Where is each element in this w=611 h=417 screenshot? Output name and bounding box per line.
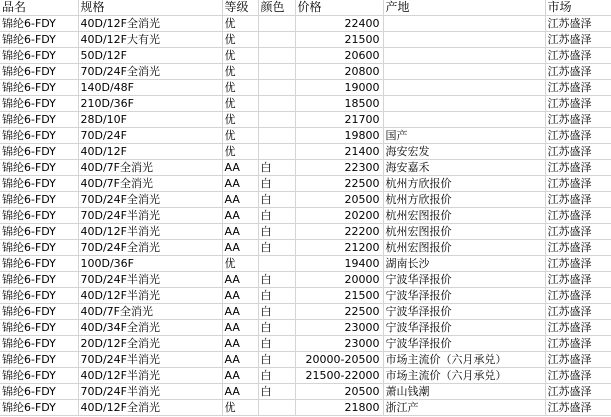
grade-cell[interactable]: AA: [222, 352, 258, 368]
grade-cell[interactable]: 优: [222, 112, 258, 128]
price-cell[interactable]: 21700: [295, 112, 383, 128]
product-name-cell[interactable]: 锦纶6-FDY: [0, 144, 78, 160]
table-row: [0, 400, 611, 416]
grade-cell[interactable]: AA: [222, 272, 258, 288]
spec-cell[interactable]: 40D/12F半消光: [78, 224, 222, 240]
grade-cell[interactable]: AA: [222, 304, 258, 320]
color-cell[interactable]: [258, 128, 295, 144]
price-cell[interactable]: 20200: [295, 208, 383, 224]
origin-cell[interactable]: 杭州宏图报价: [383, 224, 545, 240]
market-cell[interactable]: 江苏盛泽: [545, 336, 611, 352]
market-cell[interactable]: 江苏盛泽: [545, 240, 611, 256]
product-name-cell[interactable]: 锦纶6-FDY: [0, 16, 78, 32]
product-name-cell[interactable]: 锦纶6-FDY: [0, 112, 78, 128]
product-name-cell[interactable]: 锦纶6-FDY: [0, 32, 78, 48]
price-cell[interactable]: 20000-20500: [295, 352, 383, 368]
product-name-cell[interactable]: 锦纶6-FDY: [0, 288, 78, 304]
color-cell[interactable]: [258, 48, 295, 64]
origin-cell[interactable]: [383, 64, 545, 80]
grade-cell[interactable]: 优: [222, 144, 258, 160]
color-cell[interactable]: 白: [258, 320, 295, 336]
origin-cell[interactable]: [383, 32, 545, 48]
header-origin[interactable]: 产地: [383, 0, 545, 16]
origin-cell[interactable]: [383, 16, 545, 32]
table-row: [0, 352, 611, 368]
spec-cell[interactable]: 100D/36F: [78, 256, 222, 272]
market-cell[interactable]: 江苏盛泽: [545, 352, 611, 368]
spec-cell[interactable]: 210D/36F: [78, 96, 222, 112]
product-name-cell[interactable]: 锦纶6-FDY: [0, 192, 78, 208]
table-row: [0, 96, 611, 112]
price-cell[interactable]: 20500: [295, 192, 383, 208]
table-row: [0, 208, 611, 224]
price-cell[interactable]: 20600: [295, 48, 383, 64]
price-cell[interactable]: 21800: [295, 400, 383, 416]
spec-cell[interactable]: 40D/12F: [78, 144, 222, 160]
table-row: [0, 48, 611, 64]
price-cell[interactable]: 20500: [295, 384, 383, 400]
spec-cell[interactable]: 70D/24F半消光: [78, 352, 222, 368]
product-name-cell[interactable]: 锦纶6-FDY: [0, 384, 78, 400]
market-cell[interactable]: 江苏盛泽: [545, 208, 611, 224]
color-cell[interactable]: 白: [258, 160, 295, 176]
grade-cell[interactable]: AA: [222, 336, 258, 352]
price-cell[interactable]: 21500-22000: [295, 368, 383, 384]
table-row: [0, 240, 611, 256]
origin-cell[interactable]: 宁波华泽报价: [383, 272, 545, 288]
market-cell[interactable]: 江苏盛泽: [545, 160, 611, 176]
table-row: [0, 16, 611, 32]
origin-cell[interactable]: 宁波华泽报价: [383, 336, 545, 352]
grade-cell[interactable]: 优: [222, 80, 258, 96]
table-row: [0, 64, 611, 80]
grade-cell[interactable]: 优: [222, 64, 258, 80]
price-cell[interactable]: 20800: [295, 64, 383, 80]
grade-cell[interactable]: 优: [222, 256, 258, 272]
color-cell[interactable]: 白: [258, 272, 295, 288]
grade-cell[interactable]: AA: [222, 288, 258, 304]
grade-cell[interactable]: 优: [222, 48, 258, 64]
spec-cell[interactable]: 40D/7F全消光: [78, 160, 222, 176]
table-row: [0, 224, 611, 240]
spec-cell[interactable]: 70D/24F全消光: [78, 240, 222, 256]
origin-cell[interactable]: 杭州方欣报价: [383, 176, 545, 192]
origin-cell[interactable]: 宁波华泽报价: [383, 320, 545, 336]
product-name-cell[interactable]: 锦纶6-FDY: [0, 160, 78, 176]
market-cell[interactable]: 江苏盛泽: [545, 256, 611, 272]
table-row: [0, 176, 611, 192]
product-name-cell[interactable]: 锦纶6-FDY: [0, 320, 78, 336]
market-cell[interactable]: 江苏盛泽: [545, 304, 611, 320]
price-cell[interactable]: 22400: [295, 16, 383, 32]
product-name-cell[interactable]: 锦纶6-FDY: [0, 208, 78, 224]
table-row: [0, 128, 611, 144]
origin-cell[interactable]: [383, 80, 545, 96]
origin-cell[interactable]: 杭州宏图报价: [383, 208, 545, 224]
market-cell[interactable]: 江苏盛泽: [545, 80, 611, 96]
market-cell[interactable]: 江苏盛泽: [545, 16, 611, 32]
market-cell[interactable]: 江苏盛泽: [545, 288, 611, 304]
table-row: [0, 256, 611, 272]
price-cell[interactable]: 22200: [295, 224, 383, 240]
header-price[interactable]: 价格: [295, 0, 383, 16]
color-cell[interactable]: 白: [258, 336, 295, 352]
product-name-cell[interactable]: 锦纶6-FDY: [0, 400, 78, 416]
table-row: [0, 304, 611, 320]
color-cell[interactable]: 白: [258, 384, 295, 400]
origin-cell[interactable]: 海安宏发: [383, 144, 545, 160]
price-cell[interactable]: 21400: [295, 144, 383, 160]
spec-cell[interactable]: 40D/12F大有光: [78, 32, 222, 48]
table-row: [0, 80, 611, 96]
table-row: [0, 320, 611, 336]
grade-cell[interactable]: 优: [222, 16, 258, 32]
origin-cell[interactable]: 杭州方欣报价: [383, 192, 545, 208]
product-name-cell[interactable]: 锦纶6-FDY: [0, 96, 78, 112]
origin-cell[interactable]: [383, 112, 545, 128]
color-cell[interactable]: 白: [258, 240, 295, 256]
color-cell[interactable]: [258, 80, 295, 96]
market-cell[interactable]: 江苏盛泽: [545, 176, 611, 192]
grade-cell[interactable]: AA: [222, 240, 258, 256]
price-cell[interactable]: 18500: [295, 96, 383, 112]
spec-cell[interactable]: 70D/24F全消光: [78, 192, 222, 208]
market-cell[interactable]: 江苏盛泽: [545, 32, 611, 48]
color-cell[interactable]: [258, 96, 295, 112]
price-cell[interactable]: 19800: [295, 128, 383, 144]
spec-cell[interactable]: 40D/7F全消光: [78, 304, 222, 320]
grade-cell[interactable]: 优: [222, 32, 258, 48]
price-cell[interactable]: 20000: [295, 272, 383, 288]
product-name-cell[interactable]: 锦纶6-FDY: [0, 256, 78, 272]
market-cell[interactable]: 江苏盛泽: [545, 272, 611, 288]
product-name-cell[interactable]: 锦纶6-FDY: [0, 272, 78, 288]
spec-cell[interactable]: 40D/12F全消光: [78, 16, 222, 32]
table-row: [0, 288, 611, 304]
market-cell[interactable]: 江苏盛泽: [545, 112, 611, 128]
price-cell[interactable]: 23000: [295, 320, 383, 336]
spec-cell[interactable]: 70D/24F半消光: [78, 272, 222, 288]
market-cell[interactable]: 江苏盛泽: [545, 128, 611, 144]
price-cell[interactable]: 21200: [295, 240, 383, 256]
color-cell[interactable]: [258, 32, 295, 48]
product-name-cell[interactable]: 锦纶6-FDY: [0, 128, 78, 144]
table-row: [0, 272, 611, 288]
spec-cell[interactable]: 28D/10F: [78, 112, 222, 128]
market-cell[interactable]: 江苏盛泽: [545, 64, 611, 80]
price-cell[interactable]: 21500: [295, 32, 383, 48]
color-cell[interactable]: 白: [258, 224, 295, 240]
color-cell[interactable]: [258, 64, 295, 80]
product-name-cell[interactable]: 锦纶6-FDY: [0, 80, 78, 96]
market-cell[interactable]: 江苏盛泽: [545, 368, 611, 384]
origin-cell[interactable]: 萧山钱潮: [383, 384, 545, 400]
table-row: [0, 144, 611, 160]
grade-cell[interactable]: AA: [222, 368, 258, 384]
color-cell[interactable]: [258, 16, 295, 32]
origin-cell[interactable]: 宁波华泽报价: [383, 304, 545, 320]
color-cell[interactable]: [258, 112, 295, 128]
color-cell[interactable]: 白: [258, 176, 295, 192]
product-name-cell[interactable]: 锦纶6-FDY: [0, 352, 78, 368]
color-cell[interactable]: [258, 144, 295, 160]
table-row: [0, 32, 611, 48]
color-cell[interactable]: [258, 400, 295, 416]
product-name-cell[interactable]: 锦纶6-FDY: [0, 304, 78, 320]
grade-cell[interactable]: 优: [222, 400, 258, 416]
color-cell[interactable]: [258, 256, 295, 272]
market-cell[interactable]: 江苏盛泽: [545, 384, 611, 400]
product-name-cell[interactable]: 锦纶6-FDY: [0, 224, 78, 240]
origin-cell[interactable]: [383, 96, 545, 112]
origin-cell[interactable]: 国产: [383, 128, 545, 144]
grade-cell[interactable]: AA: [222, 224, 258, 240]
product-name-cell[interactable]: 锦纶6-FDY: [0, 64, 78, 80]
market-cell[interactable]: 江苏盛泽: [545, 144, 611, 160]
table-row: [0, 368, 611, 384]
market-cell[interactable]: 江苏盛泽: [545, 192, 611, 208]
color-cell[interactable]: 白: [258, 288, 295, 304]
color-cell[interactable]: 白: [258, 208, 295, 224]
header-market[interactable]: 市场: [545, 0, 611, 16]
table-row: [0, 336, 611, 352]
table-row: [0, 192, 611, 208]
price-cell[interactable]: 19000: [295, 80, 383, 96]
spec-cell[interactable]: 40D/12F半消光: [78, 368, 222, 384]
header-spec[interactable]: 规格: [78, 0, 222, 16]
origin-cell[interactable]: 海安嘉禾: [383, 160, 545, 176]
price-cell[interactable]: 22300: [295, 160, 383, 176]
origin-cell[interactable]: 湖南长沙: [383, 256, 545, 272]
grade-cell[interactable]: AA: [222, 176, 258, 192]
spec-cell[interactable]: 40D/12F半消光: [78, 288, 222, 304]
table-body: [0, 16, 611, 416]
market-cell[interactable]: 江苏盛泽: [545, 400, 611, 416]
grade-cell[interactable]: AA: [222, 192, 258, 208]
grade-cell[interactable]: AA: [222, 160, 258, 176]
product-name-cell[interactable]: 锦纶6-FDY: [0, 240, 78, 256]
grade-cell[interactable]: AA: [222, 384, 258, 400]
spec-cell[interactable]: 70D/24F全消光: [78, 64, 222, 80]
spec-cell[interactable]: 70D/24F半消光: [78, 208, 222, 224]
table-row: [0, 160, 611, 176]
price-cell[interactable]: 22500: [295, 304, 383, 320]
grade-cell[interactable]: 优: [222, 128, 258, 144]
color-cell[interactable]: 白: [258, 192, 295, 208]
origin-cell[interactable]: 杭州宏图报价: [383, 240, 545, 256]
table-row: [0, 112, 611, 128]
price-cell[interactable]: 22500: [295, 176, 383, 192]
spec-cell[interactable]: 140D/48F: [78, 80, 222, 96]
price-cell[interactable]: 19400: [295, 256, 383, 272]
origin-cell[interactable]: 浙江产: [383, 400, 545, 416]
spec-cell[interactable]: 50D/12F: [78, 48, 222, 64]
color-cell[interactable]: 白: [258, 352, 295, 368]
origin-cell[interactable]: 市场主流价（六月承兑）: [383, 368, 545, 384]
spec-cell[interactable]: 70D/24F: [78, 128, 222, 144]
header-row: [0, 0, 611, 16]
spec-cell[interactable]: 40D/7F全消光: [78, 176, 222, 192]
header-grade[interactable]: 等级: [222, 0, 258, 16]
color-cell[interactable]: 白: [258, 304, 295, 320]
market-cell[interactable]: 江苏盛泽: [545, 96, 611, 112]
product-name-cell[interactable]: 锦纶6-FDY: [0, 368, 78, 384]
product-name-cell[interactable]: 锦纶6-FDY: [0, 176, 78, 192]
origin-cell[interactable]: 市场主流价（六月承兑）: [383, 352, 545, 368]
origin-cell[interactable]: 宁波华泽报价: [383, 288, 545, 304]
spec-cell[interactable]: 40D/12F全消光: [78, 400, 222, 416]
product-name-cell[interactable]: 锦纶6-FDY: [0, 48, 78, 64]
origin-cell[interactable]: [383, 48, 545, 64]
header-product-name[interactable]: 品名: [0, 0, 78, 16]
product-name-cell[interactable]: 锦纶6-FDY: [0, 336, 78, 352]
table-row: [0, 384, 611, 400]
spec-cell[interactable]: 40D/34F全消光: [78, 320, 222, 336]
grade-cell[interactable]: AA: [222, 320, 258, 336]
market-cell[interactable]: 江苏盛泽: [545, 48, 611, 64]
market-cell[interactable]: 江苏盛泽: [545, 320, 611, 336]
spec-cell[interactable]: 20D/12F全消光: [78, 336, 222, 352]
grade-cell[interactable]: AA: [222, 208, 258, 224]
color-cell[interactable]: 白: [258, 368, 295, 384]
price-cell[interactable]: 23000: [295, 336, 383, 352]
header-color[interactable]: 颜色: [258, 0, 295, 16]
price-cell[interactable]: 21500: [295, 288, 383, 304]
spec-cell[interactable]: 70D/24F半消光: [78, 384, 222, 400]
grade-cell[interactable]: 优: [222, 96, 258, 112]
market-cell[interactable]: 江苏盛泽: [545, 224, 611, 240]
